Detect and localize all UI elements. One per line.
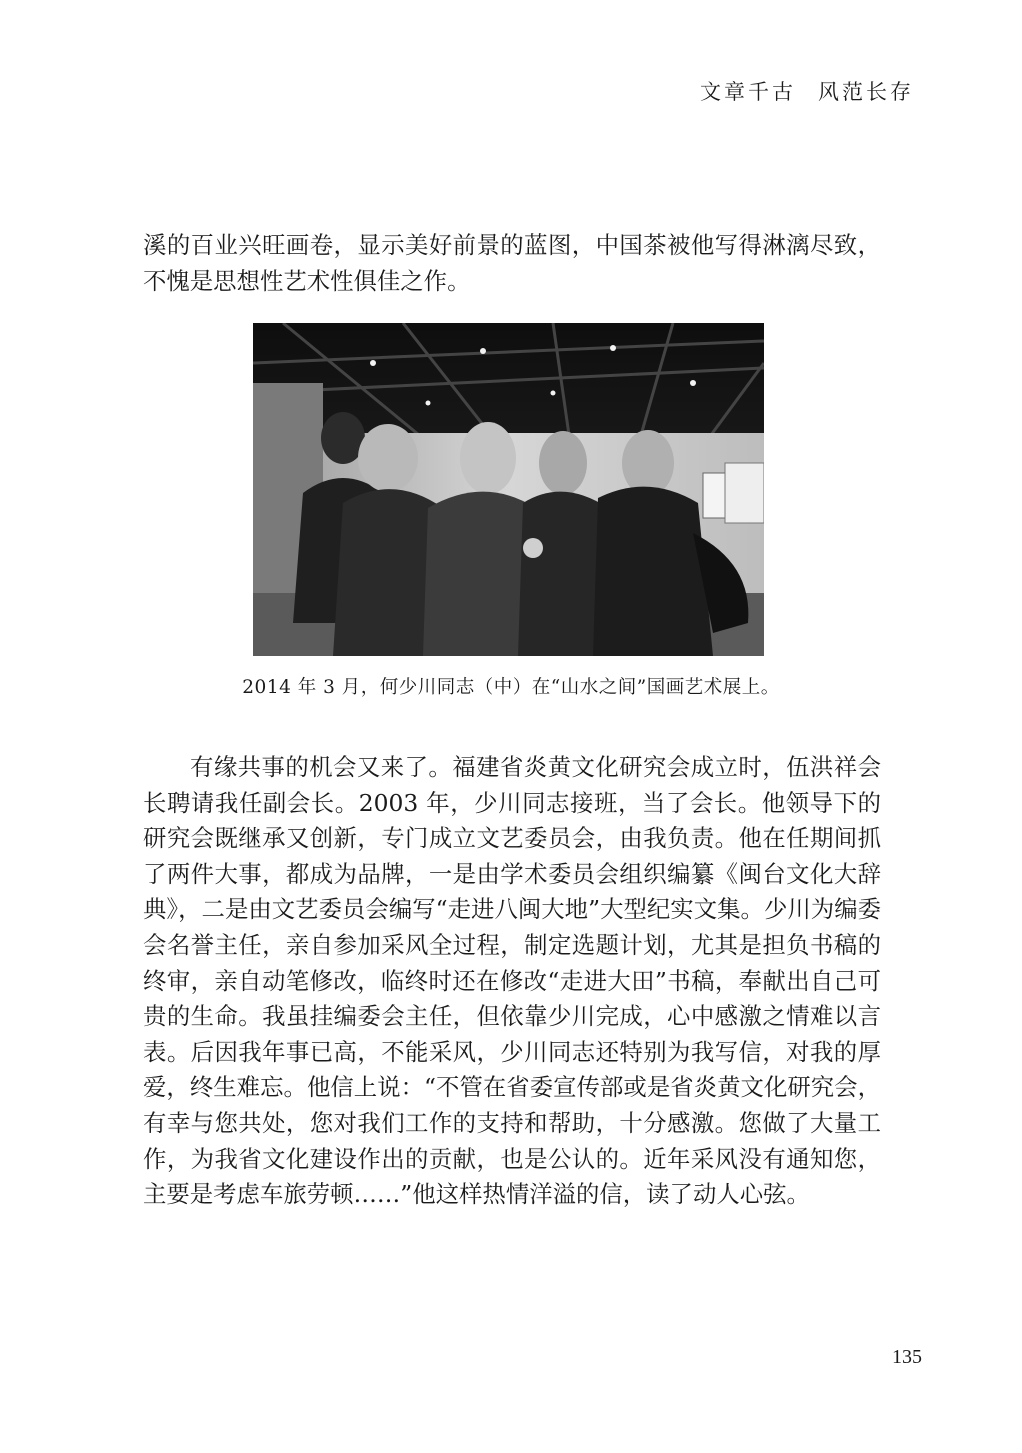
photo-caption: 2014 年 3 月，何少川同志（中）在“山水之间”国画艺术展上。 <box>242 677 780 698</box>
running-head <box>700 76 914 106</box>
running-head-part2: 风范长存 <box>818 80 914 104</box>
page-number: 135 <box>892 1346 922 1368</box>
paragraph-main: 有缘共事的机会又来了。福建省炎黄文化研究会成立时，伍洪祥会长聘请我任副会长。2003 年，少川同志接班，当了会长。他领导下的研究会既继承又创新，专门成立文艺委员会，由我负责。他在任期间抓了两件大事，都成为品牌，一是由学术委员会组织编纂《闽台文化大辞典》，二是由文艺委员会编写“走进八闽大地”大型纪实文集。少川为编委会名誉主任，亲自参加采风全过程，制定选题计划，尤其是担负书稿的终审，亲自动笔修改，临终时还在修改“走进大田”书稿，奉献出自己可贵的生命。我虽挂编委会主任，但依靠少川完成，心中感激之情难以言表。后因我年事已高，不能采风，少川同志还特别为我写信，对我的厚爱，终生难忘。他信上说：“不管在省委宣传部或是省炎黄文化研究会，有幸与您共处，您对我们工作的支持和帮助，十分感激。您做了大量工作，为我省文化建设作出的贡献，也是公认的。近年采风没有通知您，主要是考虑车旅劳顿……”他这样热情洋溢的信，读了动人心弦。 <box>143 753 881 1209</box>
running-head-part1: 文章千古 <box>700 80 796 104</box>
exhibition-photo-graphic <box>253 323 764 656</box>
exhibition-photo <box>253 323 764 656</box>
paragraph-continuation: 溪的百业兴旺画卷，显示美好前景的蓝图，中国茶被他写得淋漓尽致，不愧是思想性艺术性俱佳之作。 <box>143 231 881 295</box>
